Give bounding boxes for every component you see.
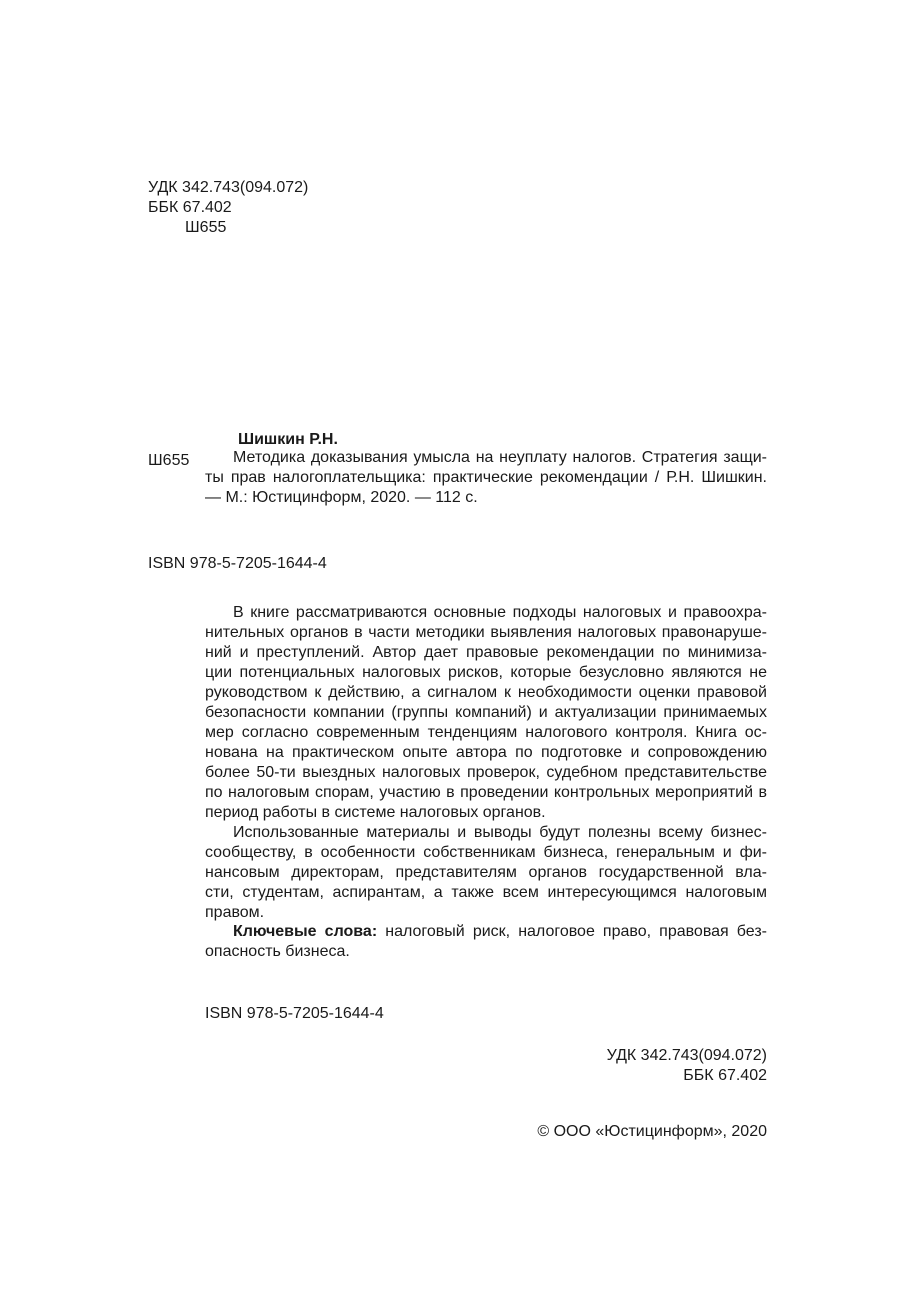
abstract [205, 603, 767, 923]
copyright [400, 1122, 767, 1142]
abstract-line: сообществу, в особенности собственникам бизнеса, генеральным и фи- [205, 844, 767, 861]
keywords-label: Ключевые слова: [233, 923, 378, 940]
catalog-description [205, 448, 767, 508]
udk-code-top: УДК 342.743(094.072) [148, 179, 309, 196]
author-mark-top: Ш655 [185, 219, 227, 236]
keywords [205, 922, 767, 962]
abstract-line: руководством к действию, а сигналом к необходимости оценки правовой [205, 684, 767, 701]
bottom-codes [500, 1046, 767, 1086]
abstract-line: мер согласно современным тенденциям налогового контроля. Книга ос- [205, 724, 767, 741]
abstract-line: более 50-ти выездных налоговых проверок, судебном представительстве [205, 764, 767, 781]
abstract-line: ции потенциальных налоговых рисков, которые безусловно являются не [205, 664, 767, 681]
abstract-line: безопасности компании (группы компаний) и актуализации принимаемых [205, 704, 767, 721]
catalog-description-line: Методика доказывания умысла на неуплату налогов. Стратегия защи- [233, 449, 767, 466]
abstract-line: правом. [205, 904, 265, 921]
keywords-line: опасность бизнеса. [205, 943, 350, 960]
abstract-line: сти, студентам, аспирантам, а также всем интересующимся налоговым [205, 884, 767, 901]
abstract-line: Использованные материалы и выводы будут полезны всему бизнес- [233, 824, 767, 841]
abstract-line: нансовым директорам, представителям органов государственной вла- [205, 864, 767, 881]
catalog-description-line: ты прав налогоплательщика: практические рекомендации / Р.Н. Шишкин. [205, 469, 767, 486]
bbk-code-bottom: ББК 67.402 [683, 1067, 767, 1084]
keywords-line [205, 922, 767, 942]
catalog-mark: Ш655 [148, 452, 190, 469]
abstract-line: нована на практическом опыте автора по подготовке и сопровождению [205, 744, 767, 761]
udk-code-bottom: УДК 342.743(094.072) [606, 1047, 767, 1064]
catalog-author: Шишкин Р.Н. [238, 431, 338, 448]
isbn-top: ISBN 978-5-7205-1644-4 [148, 555, 327, 572]
abstract-line: период работы в системе налоговых органов. [205, 804, 546, 821]
keywords-text: налоговый риск, налоговое право, правовая без- [377, 923, 768, 940]
abstract-line: нительных органов в части методики выявления налоговых правонаруше- [205, 624, 767, 641]
abstract-line: по налоговым спорам, участию в проведении контрольных мероприятий в [205, 784, 767, 801]
abstract-line: ний и преступлений. Автор дает правовые рекомендации по минимиза- [205, 644, 767, 661]
catalog-description-line: — М.: Юстицинформ, 2020. — 112 с. [205, 489, 478, 506]
abstract-line: В книге рассматриваются основные подходы налоговых и правоохра- [233, 604, 767, 621]
copyright-text: © ООО «Юстицинформ», 2020 [537, 1123, 767, 1140]
isbn-bottom: ISBN 978-5-7205-1644-4 [205, 1005, 384, 1022]
bbk-code-top: ББК 67.402 [148, 199, 232, 216]
